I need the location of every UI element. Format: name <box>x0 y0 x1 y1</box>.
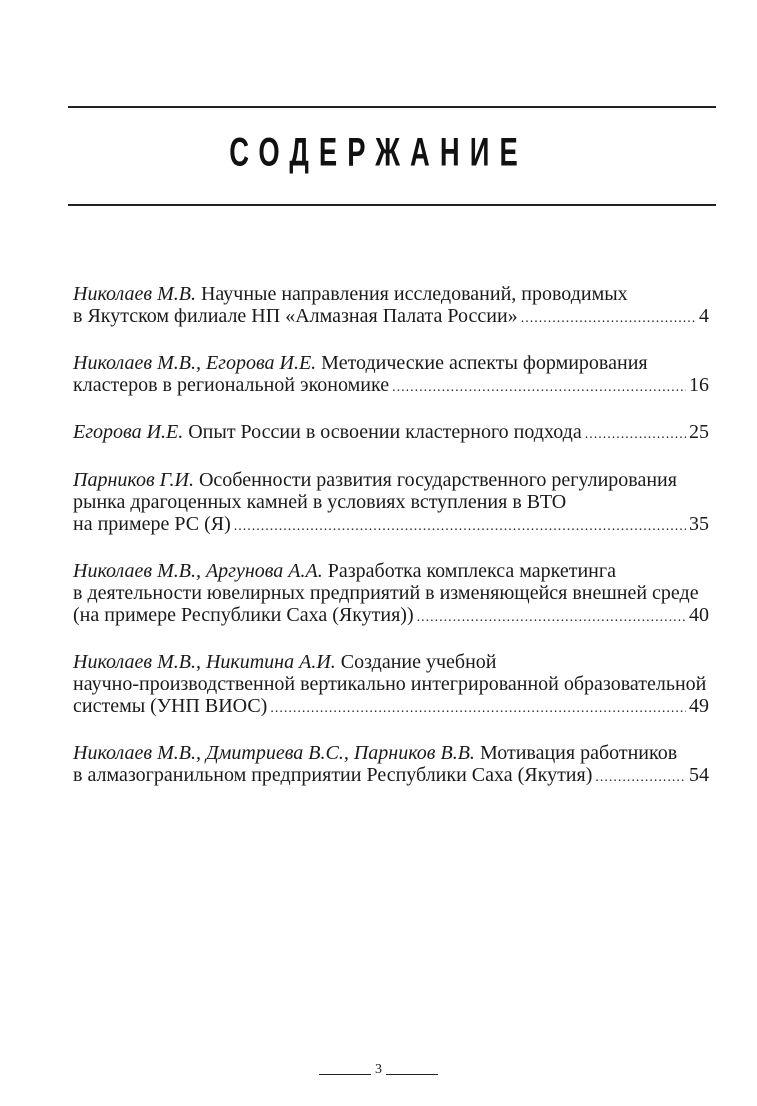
entry-page-number: 54 <box>689 764 709 786</box>
entry-last-line <box>73 305 709 330</box>
toc-entry[interactable] <box>73 651 709 720</box>
entry-title-text: Научные направления исследований, проводимых <box>200 283 628 305</box>
dot-leader <box>234 516 686 538</box>
entry-title-text: Особенности развития государственного регулирования <box>198 469 677 491</box>
entry-title-text: системы (УНП ВИОС) <box>73 695 268 717</box>
entry-title-line <box>73 651 709 673</box>
page-number: 3 <box>375 1062 382 1077</box>
entry-title-line <box>73 582 709 604</box>
entry-page-number: 49 <box>689 695 709 717</box>
entry-last-line <box>73 604 709 629</box>
entry-title-line <box>73 283 709 305</box>
entry-title-text: в деятельности ювелирных предприятий в изменяющейся внешней среде <box>73 582 699 604</box>
dot-leader <box>521 308 696 330</box>
entry-last-line <box>73 513 709 538</box>
entry-title-line <box>73 673 709 695</box>
footer-rule-left <box>319 1074 371 1075</box>
dot-leader <box>270 698 686 720</box>
entry-page-number: 16 <box>689 374 709 396</box>
toc-entry[interactable] <box>73 469 709 538</box>
page-footer <box>0 1062 757 1078</box>
toc-entry[interactable] <box>73 742 709 789</box>
entry-authors: Егорова И.Е. <box>73 421 184 443</box>
entry-title-text: Разработка комплекса маркетинга <box>327 560 616 582</box>
entry-title-text: научно-производственной вертикально интегрированной образовательной <box>73 673 707 695</box>
entry-title-text: в алмазогранильном предприятии Республики Саха (Якутия) <box>73 764 593 786</box>
entry-title-line <box>73 560 709 582</box>
entry-title-line <box>73 742 709 764</box>
entry-page-number: 4 <box>699 305 709 327</box>
dot-leader <box>392 377 686 399</box>
entry-title-line <box>73 469 709 491</box>
dot-leader <box>417 607 686 629</box>
entry-title-text: Опыт России в освоении кластерного подхода <box>188 421 582 443</box>
toc-entry[interactable] <box>73 283 709 330</box>
entry-last-line <box>73 764 709 789</box>
toc-entry[interactable] <box>73 560 709 629</box>
entry-title-text: Создание учебной <box>340 651 497 673</box>
toc-entry[interactable] <box>73 421 709 446</box>
entry-authors: Николаев М.В., Егорова И.Е. <box>73 352 317 374</box>
entry-last-line <box>73 695 709 720</box>
dot-leader <box>595 767 686 789</box>
toc-entry[interactable] <box>73 352 709 399</box>
entry-title-text: (на примере Республики Саха (Якутия)) <box>73 604 414 626</box>
entry-title-text: Мотивация работников <box>479 742 678 764</box>
entry-title-text: в Якутском филиале НП «Алмазная Палата России» <box>73 305 518 327</box>
entry-title-line <box>73 491 709 513</box>
page-title: СОДЕРЖАНИЕ <box>229 130 528 176</box>
entry-title-wrap <box>73 421 582 443</box>
footer-rule-right <box>386 1074 438 1075</box>
entry-page-number: 35 <box>689 513 709 535</box>
top-rule <box>68 106 716 108</box>
entry-page-number: 40 <box>689 604 709 626</box>
entry-title-text: рынка драгоценных камней в условиях вступления в ВТО <box>73 491 567 513</box>
title-rule <box>68 204 716 206</box>
entry-last-line <box>73 421 709 446</box>
entry-authors: Николаев М.В. <box>73 283 196 305</box>
entry-title-text: на примере РС (Я) <box>73 513 231 535</box>
entry-authors: Николаев М.В., Аргунова А.А. <box>73 560 323 582</box>
entry-title-text: кластеров в региональной экономике <box>73 374 390 396</box>
entry-title-line <box>73 352 709 374</box>
entry-authors: Парников Г.И. <box>73 469 194 491</box>
table-of-contents <box>73 283 709 789</box>
entry-authors: Николаев М.В., Никитина А.И. <box>73 651 336 673</box>
dot-leader <box>585 424 686 446</box>
entry-authors: Николаев М.В., Дмитриева В.С., Парников В.В. <box>73 742 475 764</box>
entry-title-text: Методические аспекты формирования <box>321 352 648 374</box>
entry-page-number: 25 <box>689 421 709 443</box>
entry-last-line <box>73 374 709 399</box>
